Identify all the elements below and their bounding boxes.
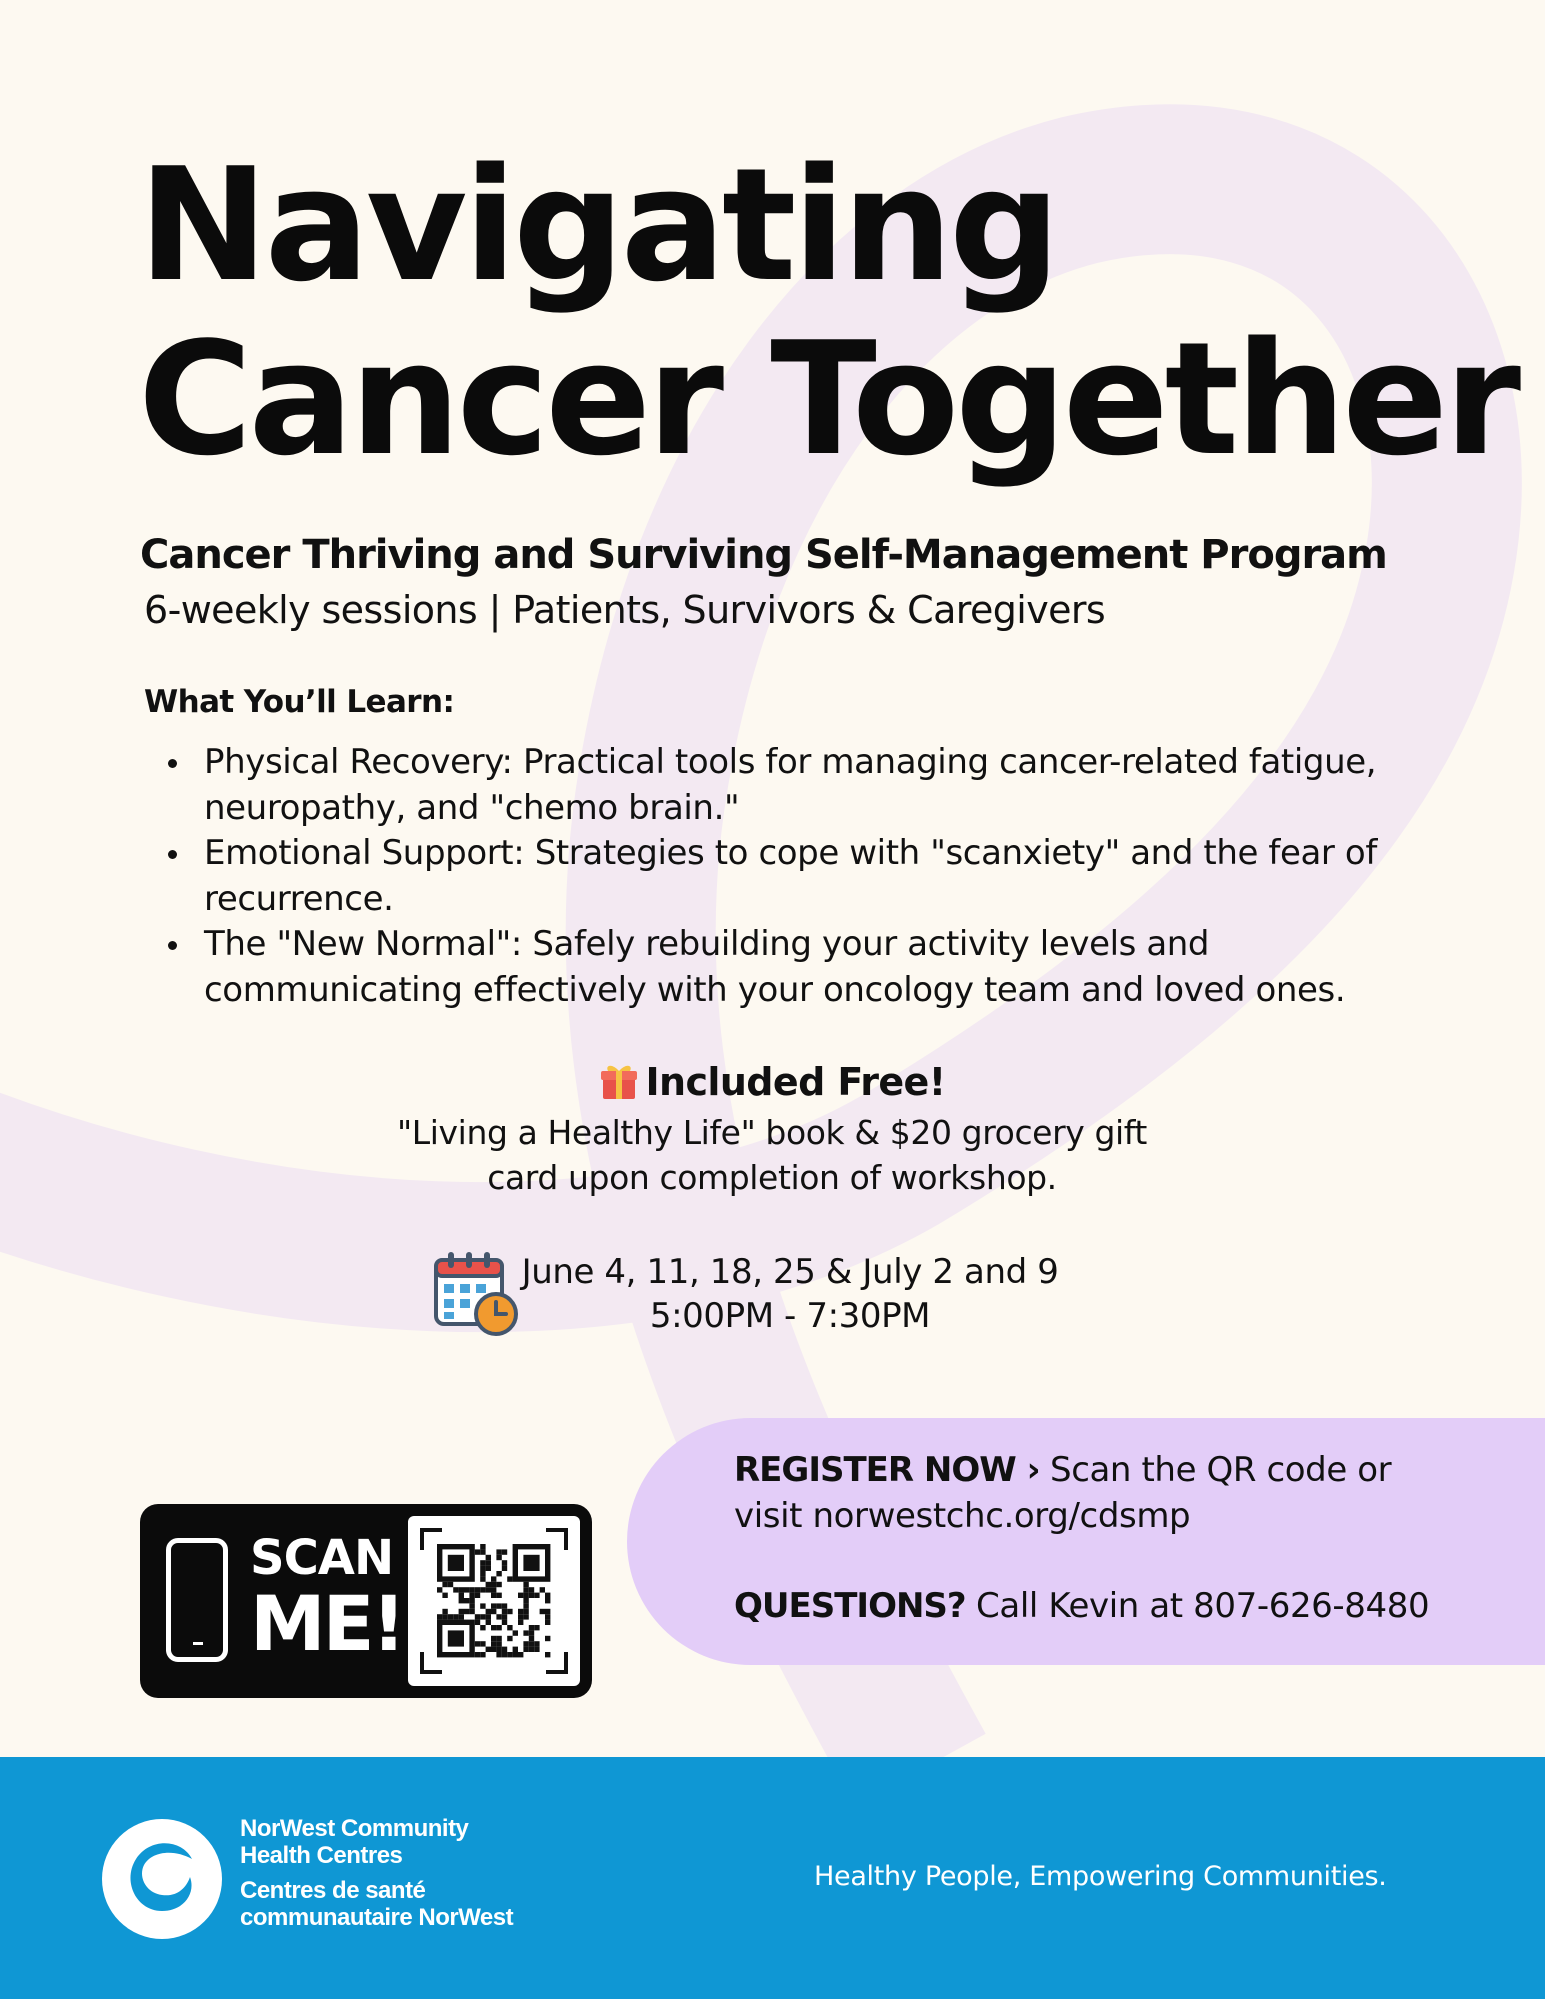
register-text: Scan the QR code or [1039, 1450, 1392, 1490]
poster-title [138, 134, 1518, 490]
scan-me-badge [140, 1504, 592, 1698]
learn-item-physical: Physical Recovery: Practical tools for managing cancer-related fatigue, neuropathy, and "chemo brain." [204, 740, 1454, 831]
title-line-2: Cancer Together [138, 308, 1518, 490]
org-name-en-2: Health Centres [240, 1842, 403, 1869]
norwest-logo-icon [100, 1817, 224, 1941]
phone-icon [166, 1538, 228, 1662]
program-name: Cancer Thriving and Surviving Self-Management Program [140, 532, 1387, 578]
organization-name [240, 1815, 513, 1931]
qr-code-frame[interactable] [408, 1516, 580, 1686]
org-name-fr-2: communautaire NorWest [240, 1904, 514, 1931]
title-line-1: Navigating [138, 134, 1057, 316]
register-url[interactable]: visit norwestchc.org/cdsmp [734, 1496, 1191, 1536]
scan-me-text [250, 1530, 404, 1668]
learn-item-emotional: Emotional Support: Strategies to cope with "scanxiety" and the fear of recurrence. [204, 831, 1454, 922]
org-name-en-1: NorWest Community [240, 1815, 469, 1842]
scan-label: SCAN [250, 1530, 394, 1586]
calendar-clock-icon [430, 1248, 522, 1340]
org-name-fr-1: Centres de santé [240, 1877, 426, 1904]
learn-list [204, 740, 1454, 1013]
program-details: 6-weekly sessions | Patients, Survivors & Caregivers [144, 588, 1106, 632]
register-now-label: REGISTER NOW › [734, 1450, 1040, 1490]
learn-item-new-normal: The "New Normal": Safely rebuilding your activity levels and communicating effectively with your oncology team and loved ones. [204, 922, 1454, 1013]
schedule-time: 5:00PM - 7:30PM [649, 1296, 931, 1336]
questions-label: QUESTIONS? [734, 1586, 966, 1626]
questions-line [734, 1586, 1429, 1626]
included-free-heading [0, 1060, 1545, 1104]
me-label: ME! [250, 1579, 404, 1668]
included-free-line-2: card upon completion of workshop. [487, 1158, 1057, 1197]
schedule-dates: June 4, 11, 18, 25 & July 2 and 9 [521, 1252, 1059, 1292]
schedule [520, 1250, 1060, 1338]
included-free-description [322, 1110, 1222, 1200]
included-free-label: Included Free! [645, 1060, 946, 1104]
register-line [734, 1450, 1391, 1490]
learn-heading: What You’ll Learn: [144, 684, 455, 720]
included-free-line-1: "Living a Healthy Life" book & $20 grocery gift [397, 1113, 1147, 1152]
gift-icon [600, 1061, 638, 1101]
footer-slogan: Healthy People, Empowering Communities. [814, 1861, 1387, 1892]
qr-code-icon[interactable] [408, 1516, 580, 1686]
questions-phone: Call Kevin at 807-626-8480 [965, 1586, 1430, 1626]
footer [0, 1757, 1545, 1999]
